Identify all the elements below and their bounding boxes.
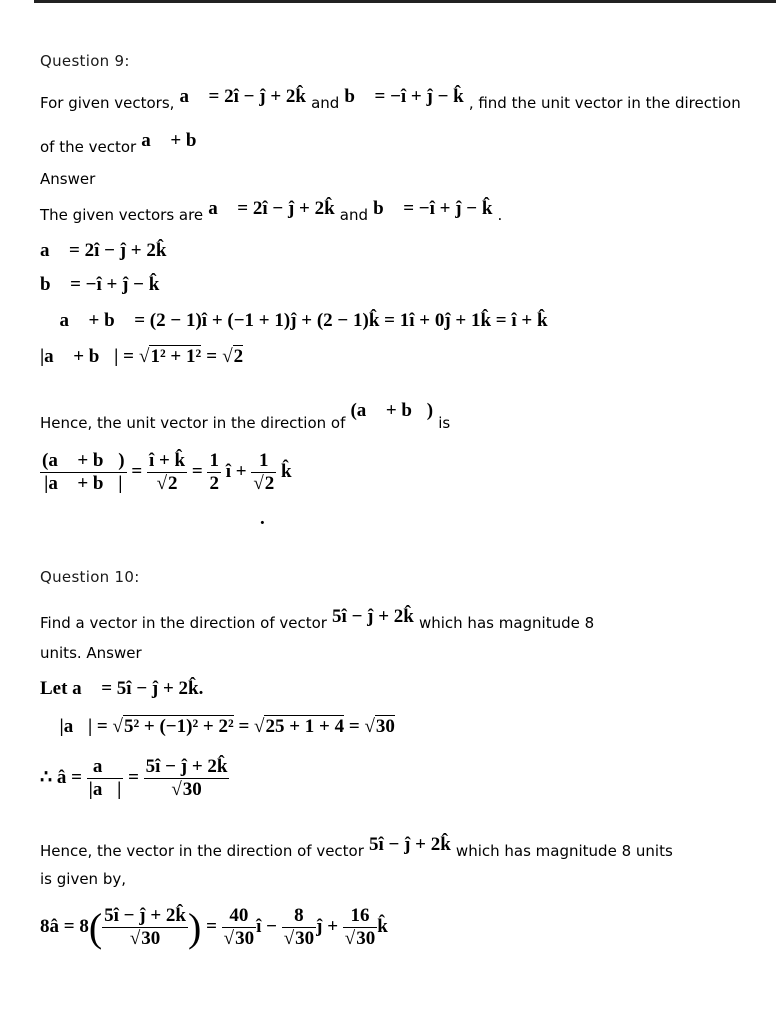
- let-a-equation: Let a⃗ = 5î − ĵ + 2k̂.: [40, 678, 204, 699]
- question-10-prompt-line2: units. Answer: [40, 644, 142, 662]
- given-vectors-line: The given vectors are a⃗ = 2î − ĵ + 2k̂ and b⃗ = −î + ĵ − k̂ .: [40, 198, 503, 224]
- question-9-heading: Question 9:: [40, 52, 130, 70]
- equation-magnitude: |a⃗ + b⃗| = √1² + 1² = √2: [40, 346, 244, 367]
- unit-vector-equation: $\frac{(a⃗ + b⃗)}{|a⃗ + b⃗|}$ = $\frac{î + k̂}{√2}$ = $\frac{1}{2}$ î + $\frac{1}{√2}$ k̂: [42, 450, 292, 494]
- answer-label: Answer: [40, 170, 96, 188]
- equation-b: b⃗ = −î + ĵ − k̂: [40, 274, 160, 295]
- vector-b-definition: b⃗ = −î + ĵ − k̂: [344, 86, 464, 107]
- final-answer-equation: 8â = 8( $\frac{5î - ĵ + 2k̂}{√30}$ ) = $\frac{40}{√30}$ î − $\frac{8}{√30}$ ĵ + $\frac{16}{√30}$ k̂: [40, 905, 388, 950]
- trailing-dot: .: [260, 508, 265, 529]
- hence-unit-vector-line: Hence, the unit vector in the direction of (a⃗ + b⃗) is: [40, 400, 451, 432]
- vector-sum: a⃗ + b⃗: [141, 130, 212, 151]
- hence-vector-line2: is given by,: [40, 870, 126, 888]
- unit-a-equation: ∴ â = $\frac{a⃗}{|a⃗|}$ = $\frac{5î - ĵ + 2k̂}{√30}$: [40, 756, 228, 800]
- top-rule: [34, 0, 776, 3]
- question-10-vector: 5î − ĵ + 2k̂: [332, 606, 414, 627]
- question-9-prompt-line2: of the vector a⃗ + b⃗: [40, 130, 212, 156]
- hence-vector-line: Hence, the vector in the direction of vector 5î − ĵ + 2k̂ which has magnitude 8 units: [40, 834, 673, 860]
- question-10-prompt-line1: Find a vector in the direction of vector 5î − ĵ + 2k̂ which has magnitude 8: [40, 606, 595, 632]
- equation-sum: ∴ a⃗ + b⃗ = (2 − 1)î + (−1 + 1)ĵ + (2 − 1)k̂ = 1î + 0ĵ + 1k̂ = î + k̂: [40, 310, 548, 331]
- vector-a-definition: a⃗ = 2î − ĵ + 2k̂: [179, 86, 306, 107]
- equation-a: a⃗ = 2î − ĵ + 2k̂: [40, 240, 167, 261]
- question-10-heading: Question 10:: [40, 568, 140, 586]
- question-9-prompt-line1: For given vectors, a⃗ = 2î − ĵ + 2k̂ and b⃗ = −î + ĵ − k̂ , find the unit vector in the direction: [40, 86, 741, 112]
- magnitude-a-equation: ∴ |a⃗| = √5² + (−1)² + 2² = √25 + 1 + 4 = √30: [40, 716, 395, 737]
